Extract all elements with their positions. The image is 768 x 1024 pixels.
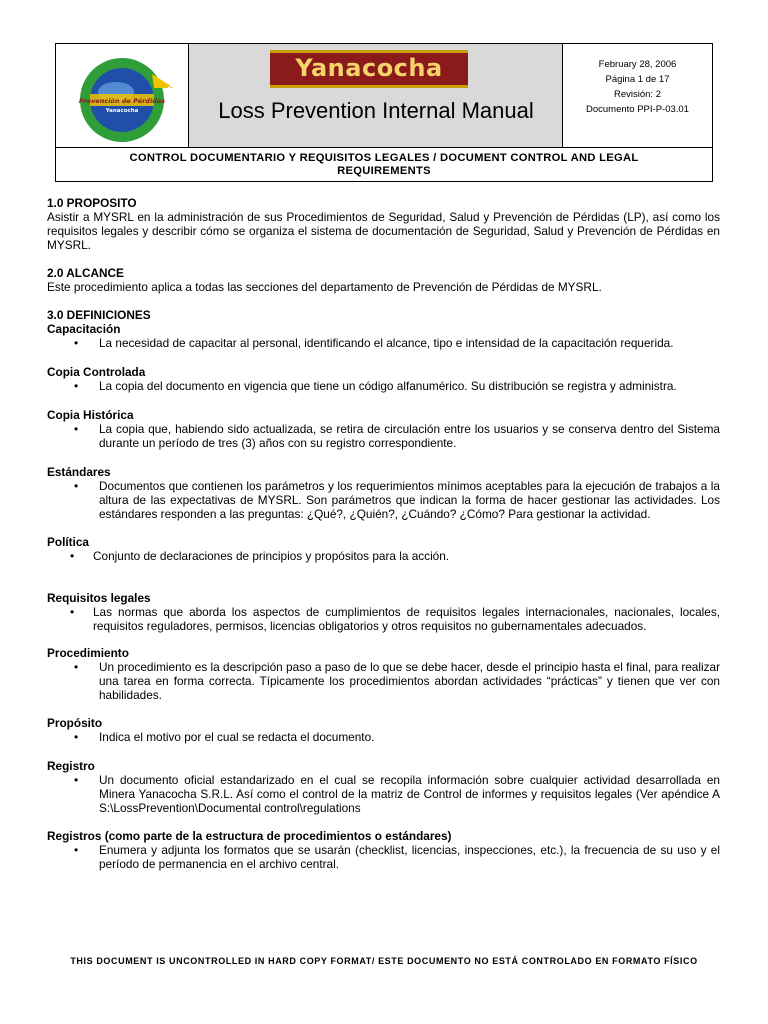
definition-item xyxy=(47,422,720,450)
logo-text-top: Trabajo seguro xyxy=(86,44,147,67)
document-subtitle xyxy=(56,147,712,181)
bullet-icon: • xyxy=(74,422,79,436)
loss-prevention-logo xyxy=(56,44,188,146)
bullet-icon: • xyxy=(74,773,79,787)
bullet-icon: • xyxy=(74,730,79,744)
doc-revision: Revisión: 2 xyxy=(614,89,661,100)
definition-text: La copia que, habiendo sido actualizada, se retira de circulación entre los usuarios y se conserva dentro del Sistema durante un período de tres (3) años con su registro correspondiente. xyxy=(99,422,720,450)
brand-logo: Yanacocha xyxy=(270,50,468,88)
bullet-icon: • xyxy=(74,843,79,857)
definition-item xyxy=(47,605,720,633)
definition-term: Estándares xyxy=(47,465,111,479)
subtitle-line-2: REQUIREMENTS xyxy=(337,165,431,177)
definition-item xyxy=(47,730,720,744)
doc-date: February 28, 2006 xyxy=(598,59,677,70)
definition-item xyxy=(47,479,720,521)
header-table xyxy=(55,43,713,182)
section-1-text: Asistir a MYSRL en la administración de sus Procedimientos de Seguridad, Salud y Prevención de Pérdidas (LP), así como los requisitos legales y describir cómo se organiza el sistema de documentación de Seguridad, Salud y Prevención de Pérdidas en MYSRL. xyxy=(47,210,720,252)
definition-item xyxy=(47,336,720,350)
bullet-icon: • xyxy=(74,379,79,393)
subtitle-line-1: CONTROL DOCUMENTARIO Y REQUISITOS LEGALES / DOCUMENT CONTROL AND LEGAL xyxy=(129,152,639,164)
bullet-icon: • xyxy=(70,549,75,563)
section-2-heading: 2.0 ALCANCE xyxy=(47,266,124,280)
definition-term: Registro xyxy=(47,759,95,773)
definition-term: Copia Histórica xyxy=(47,408,134,422)
definition-term: Política xyxy=(47,535,89,549)
definition-item xyxy=(47,773,720,815)
logo-cell xyxy=(56,44,189,147)
section-1-heading: 1.0 PROPOSITO xyxy=(47,196,137,210)
bullet-icon: • xyxy=(74,479,79,493)
definition-item xyxy=(47,660,720,702)
definition-item xyxy=(47,843,720,871)
section-3-heading: 3.0 DEFINICIONES xyxy=(47,308,151,322)
bullet-icon: • xyxy=(74,660,79,674)
definition-item xyxy=(47,379,720,393)
definition-text: Enumera y adjunta los formatos que se usarán (checklist, licencias, inspecciones, etc.), la frecuencia de su uso y el período de permanencia en el archivo central. xyxy=(99,843,720,871)
definition-term: Requisitos legales xyxy=(47,591,151,605)
logo-text-sub: Yanacocha xyxy=(105,108,139,114)
bullet-icon: • xyxy=(74,336,79,350)
logo-text-left: Trabajo bien xyxy=(66,92,92,142)
definition-term: Copia Controlada xyxy=(47,365,146,379)
title-cell xyxy=(189,44,563,147)
bullet-icon: • xyxy=(70,605,75,619)
definition-text: Conjunto de declaraciones de principios y propósitos para la acción. xyxy=(93,549,450,563)
definition-term: Registros (como parte de la estructura de procedimientos o estándares) xyxy=(47,829,452,843)
definition-text: Un procedimiento es la descripción paso a paso de lo que se debe hacer, desde el principio hasta el final, para realizar una tarea en forma correcta. Típicamente los procedimientos abordan actividades “prácticas” y tienen que ver con habilidades. xyxy=(99,660,720,702)
document-body xyxy=(47,196,720,871)
definition-term: Propósito xyxy=(47,716,103,730)
definition-item xyxy=(47,549,720,563)
definition-text: Indica el motivo por el cual se redacta el documento. xyxy=(99,730,375,744)
definition-term: Capacitación xyxy=(47,322,121,336)
document-meta xyxy=(563,44,712,147)
logo-text-center: Prevención de Pérdidas xyxy=(78,97,166,105)
definition-text: Las normas que aborda los aspectos de cumplimientos de requisitos legales internacionales, nacionales, locales, requisitos reguladores, permisos, licencias obligatorios y otros requisitos no gubernamentales adecuados. xyxy=(93,605,720,633)
section-2-text: Este procedimiento aplica a todas las secciones del departamento de Prevención de Pérdidas de MYSRL. xyxy=(47,280,602,294)
manual-title: Loss Prevention Internal Manual xyxy=(218,98,534,123)
page-footer: THIS DOCUMENT IS UNCONTROLLED IN HARD COPY FORMAT/ ESTE DOCUMENTO NO ESTÁ CONTROLADO EN FORMATO FÍSICO xyxy=(70,956,698,966)
definition-text: La necesidad de capacitar al personal, identificando el alcance, tipo e intensidad de la capacitación requerida. xyxy=(99,336,674,350)
definition-text: Un documento oficial estandarizado en el cual se recopila información sobre cualquier actividad desarrollada en Minera Yanacocha S.R.L. Así como el control de la matriz de Control de informes y requisitos legales (Ver apéndice A S:\LossPrevention\Documental control\regulations xyxy=(99,773,720,815)
definition-text: La copia del documento en vigencia que tiene un código alfanumérico. Su distribución se registra y administra. xyxy=(99,379,677,393)
definition-text: Documentos que contienen los parámetros y los requerimientos mínimos aceptables para la ejecución de trabajos a la altura de las expectativas de MYSRL. Son parámetros que indican la forma de hacer gestionar las actividades. Los estándares responden a las preguntas: ¿Qué?, ¿Quién?, ¿Cuándo? ¿Cómo? Para gestionar la actividad. xyxy=(99,479,720,521)
doc-page: Página 1 de 17 xyxy=(605,74,670,85)
logo-text-right: Todos los días xyxy=(152,83,177,140)
definition-term: Procedimiento xyxy=(47,646,129,660)
doc-code: Documento PPI-P-03.01 xyxy=(586,104,689,115)
